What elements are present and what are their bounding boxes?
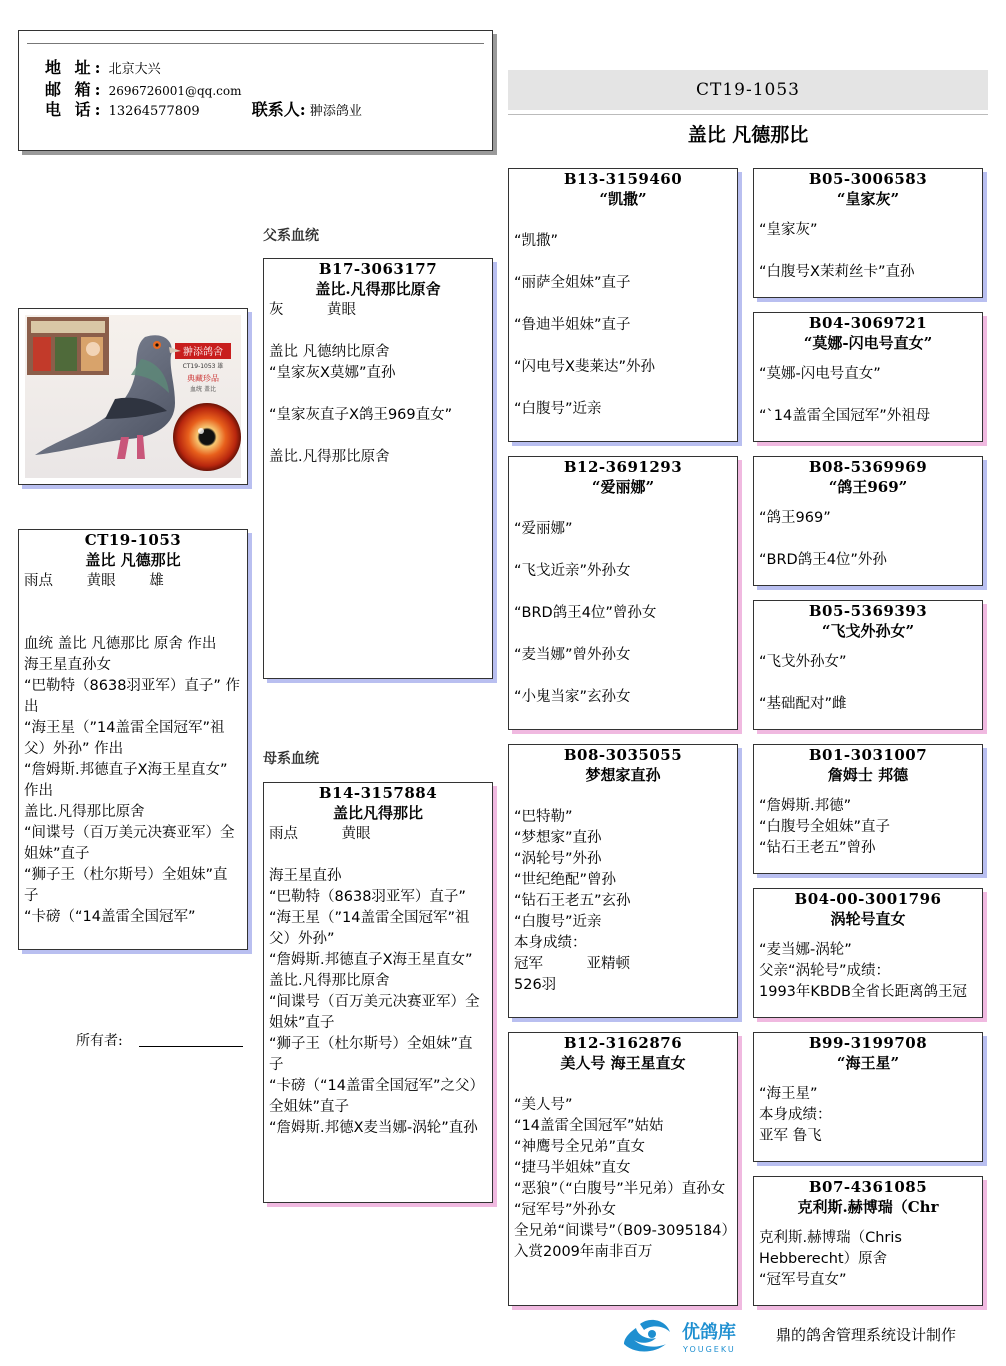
- ddd-description: 克利斯.赫博瑞（Chris Hebberecht）原舍 “冠军号直女”: [759, 1230, 902, 1288]
- yougeku-logo-icon: [620, 1314, 770, 1358]
- dam-dam-ring: B12-3162876: [563, 1034, 683, 1052]
- subject-pigeon-box: [18, 529, 248, 950]
- dds-description: “海王星” 本身成绩： 亚军 鲁飞: [759, 1086, 832, 1144]
- phone-label: 电 话:: [45, 100, 105, 119]
- sire-description: 灰 黄眼 盖比 凡德纳比原舍 “皇家灰X莫娜”直孙 “皇家灰直子X鸽王969直女” 盖比.凡得那比原舍: [269, 302, 453, 465]
- dam-sire-description: “巴特勒” “梦想家”直孙 “涡轮号”外孙 “世纪绝配”曾孙 “钻石王老五”玄孙 “白腹号”近亲 本身成绩： 冠军 亚精顿 526羽: [514, 809, 631, 993]
- photo-banner-text: 翀添鸽舍: [183, 347, 223, 358]
- sire-dam-name: “爱丽娜”: [591, 478, 655, 496]
- subject-description: 雨点 黄眼 雄 血统 盖比 凡德那比 原舍 作出 海王星直孙女 “巴勒特（8638羽亚军）直子” 作出 “海王星（”14盖雷全国冠军”祖父）外孙” 作出 “詹姆斯.邦德直子X海王星直女” 作出 盖比.凡得那比原舍 “间谍号（百万美元决赛亚军）全姐妹”直子 “狮子王（杜尔斯号）全姐妹”直子 “卡磅（“14盖雷全国冠军”: [24, 573, 241, 925]
- photo-tag-text: 典藏珍品: [187, 374, 219, 383]
- sss-name: “皇家灰”: [836, 190, 900, 208]
- pigeon-ring-title: CT19-1053: [508, 70, 988, 110]
- pigeon-name-title: 盖比 凡德那比: [687, 124, 809, 146]
- sire-box: [263, 258, 493, 679]
- photo-sub-text: 血统 盖比: [190, 386, 216, 393]
- sds-box: [753, 456, 983, 586]
- phone-value: 13264577809: [108, 104, 200, 119]
- dds-ring: B99-3199708: [808, 1034, 928, 1052]
- dam-description: 雨点 黄眼 海王星直孙 “巴勒特（8638羽亚军）直子” “海王星（”14盖雷全国冠军”祖父）外孙” “詹姆斯.邦德直子X海王星直女” 盖比.凡得那比原舍 “间谍号（百万美元决赛亚军）全姐妹”直子 “狮子王（杜尔斯号）全姐妹”直子 “卡磅（“14盖雷全国冠军”之父）全姐妹”直子 “詹姆斯.邦德X麦当娜-涡轮”直孙: [269, 826, 484, 1136]
- dam-dam-box: [508, 1032, 738, 1306]
- ssd-ring: B04-3069721: [808, 314, 928, 332]
- sdd-ring: B05-5369393: [808, 602, 928, 620]
- pigeon-photo-image: [25, 315, 241, 478]
- ddd-ring: B07-4361085: [808, 1178, 928, 1196]
- logo-brand-cn: 优鸽库: [682, 1322, 736, 1343]
- sds-description: “鸽王969” “BRD鸽王4位”外孙: [759, 510, 887, 568]
- phone-row: [45, 97, 362, 120]
- address-row: [45, 55, 161, 78]
- dss-ring: B01-3031007: [808, 746, 928, 764]
- sdd-name: “飞戈外孙女”: [821, 622, 915, 640]
- title-divider: [508, 114, 988, 115]
- logo-brand-en: YOUGEKU: [683, 1345, 736, 1354]
- sire-ring: B17-3063177: [318, 260, 438, 278]
- dss-box: [753, 744, 983, 874]
- dds-name: “海王星”: [836, 1054, 900, 1072]
- sds-ring: B08-5369969: [808, 458, 928, 476]
- contact-divider: [27, 43, 484, 44]
- dsd-box: [753, 888, 983, 1018]
- subject-ring: CT19-1053: [84, 531, 182, 549]
- ddd-name: 克利斯.赫博瑞（Chr: [797, 1198, 939, 1216]
- dsd-ring: B04-00-3001796: [794, 890, 942, 908]
- ssd-box: [753, 312, 983, 442]
- sire-sire-ring: B13-3159460: [563, 170, 683, 188]
- ssd-description: “莫娜-闪电号直女” “`14盖雷全国冠军”外祖母: [759, 366, 931, 424]
- sss-ring: B05-3006583: [808, 170, 928, 188]
- ssd-name: “莫娜-闪电号直女”: [803, 334, 933, 352]
- sire-sire-description: “凯撒” “丽萨全姐妹”直子 “鲁迪半姐妹”直子 “闪电号X斐莱达”外孙 “白腹号”近亲: [514, 233, 655, 417]
- dsd-description: “麦当娜-涡轮” 父亲“涡轮号”成绩： 1993年KBDB全省长距离鸽王冠: [759, 942, 967, 1000]
- contact-person-label: 联系人:: [251, 100, 306, 119]
- eye-closeup-icon: [173, 403, 241, 471]
- sire-dam-ring: B12-3691293: [563, 458, 683, 476]
- sire-name: 盖比.凡得那比原舍: [315, 280, 441, 298]
- dsd-name: 涡轮号直女: [830, 910, 906, 928]
- footer-credit: 鼎的鸽舍管理系统设计制作: [776, 1326, 957, 1344]
- dam-sire-name: 梦想家直孙: [585, 766, 661, 784]
- sss-description: “皇家灰” “白腹号X茉莉丝卡”直孙: [759, 222, 915, 280]
- yougeku-logo[interactable]: [620, 1314, 770, 1358]
- sire-dam-box: [508, 456, 738, 730]
- dss-description: “詹姆斯.邦德” “白腹号全姐妹”直子 “钻石王老五”曾孙: [759, 798, 891, 856]
- sds-name: “鸽王969”: [828, 478, 908, 496]
- dam-ring: B14-3157884: [318, 784, 438, 802]
- dam-sire-box: [508, 744, 738, 1018]
- email-value[interactable]: 2696726001@qq.com: [108, 84, 242, 98]
- dam-sire-ring: B08-3035055: [563, 746, 683, 764]
- sire-dam-description: “爱丽娜” “飞戈近亲”外孙女 “BRD鸽王4位”曾孙女 “麦当娜”曾外孙女 “小鬼当家”玄孙女: [514, 521, 657, 705]
- dss-name: 詹姆士 邦德: [827, 766, 909, 784]
- dam-name: 盖比凡得那比: [332, 804, 423, 822]
- contact-card: [18, 30, 493, 151]
- contact-person-value: 翀添鸽业: [309, 104, 362, 119]
- address-value: 北京大兴: [108, 62, 161, 77]
- sss-box: [753, 168, 983, 298]
- sire-sire-box: [508, 168, 738, 442]
- maternal-label: 母系血统: [263, 751, 319, 767]
- address-label: 地 址:: [45, 58, 105, 77]
- email-label: 邮 箱:: [45, 80, 105, 99]
- dam-dam-name: 美人号 海王星直女: [560, 1054, 686, 1072]
- ddd-box: [753, 1176, 983, 1306]
- owner-signature-line[interactable]: [139, 1046, 243, 1047]
- dds-box: [753, 1032, 983, 1162]
- sire-sire-name: “凯撒”: [599, 190, 647, 208]
- sdd-box: [753, 600, 983, 730]
- dam-dam-description: “美人号” “14盖雷全国冠军”姑姑 “神鹰号全兄弟”直女 “捷马半姐妹”直女 “恶狼”（“白腹号”半兄弟）直孙女 “冠军号”外孙女 全兄弟“间谍号”（B09-3095184）入赏2009年南非百万: [514, 1097, 729, 1260]
- dam-box: [263, 782, 493, 1203]
- photo-ring-text: CT19-1053 雄: [182, 363, 224, 370]
- subject-name: 盖比 凡德那比: [85, 551, 181, 569]
- paternal-label: 父系血统: [263, 228, 319, 244]
- pigeon-photo: [18, 308, 248, 485]
- sdd-description: “飞戈外孙女” “基础配对”雌: [759, 654, 847, 712]
- owner-label: 所有者:: [76, 1033, 123, 1049]
